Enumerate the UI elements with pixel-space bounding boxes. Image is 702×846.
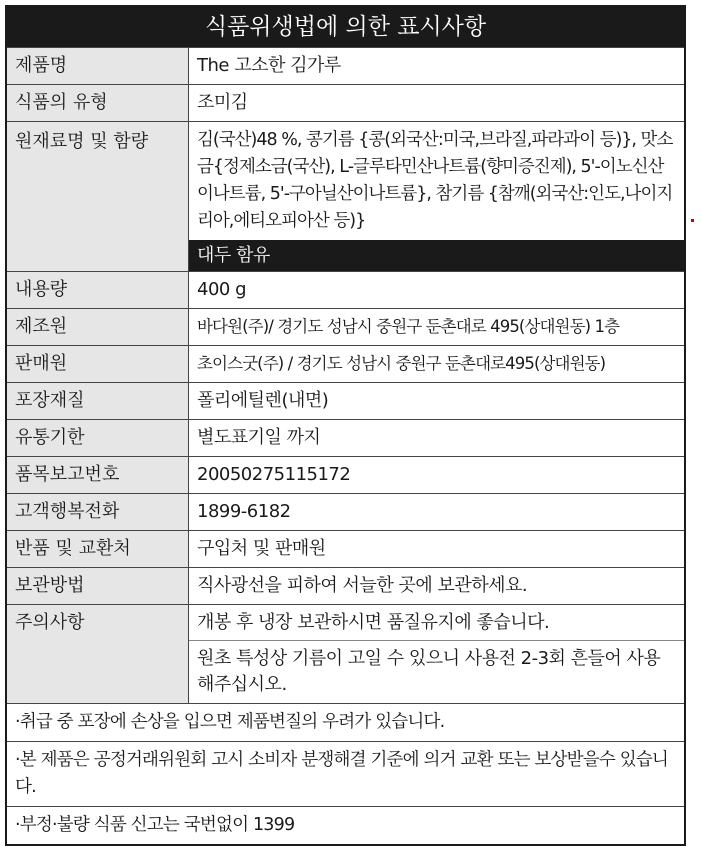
row-seller — [7, 345, 684, 382]
phone-label: 고객행복전화 — [7, 494, 189, 530]
ingredients-value: 김(국산)48 %, 콩기름 {콩(외국산:미국,브라질,파라과이 등)}, 맛소금{정제소금(국산), L-글루타민산나트륨(향미증진제), 5'-이노신산이나트륨, 5'-구아닐산이나트륨}, 참기름 {참깨(외국산:인도,나이지리아,에티오피아산 등)} — [197, 130, 673, 231]
storage-label: 보관방법 — [7, 568, 189, 604]
seller-value: 초이스굿(주) / 경기도 성남시 중원구 둔촌대로495(상대원동) — [197, 354, 606, 373]
row-manufacturer — [7, 308, 684, 345]
phone-value: 1899-6182 — [197, 501, 291, 522]
volume-value: 400 g — [197, 279, 247, 300]
packaging-label: 포장재질 — [7, 383, 189, 419]
row-food-type — [7, 84, 684, 121]
caution-value-2: 원초 특성상 기름이 고일 수 있으니 사용전 2-3회 흔들어 사용해주십시오. — [189, 640, 684, 698]
allergen-notice: 대두 함유 — [189, 240, 684, 271]
food-type-label: 식품의 유형 — [7, 85, 189, 121]
row-caution — [7, 604, 684, 703]
expiry-label: 유통기한 — [7, 420, 189, 456]
ingredients-cell — [189, 122, 684, 271]
row-storage — [7, 567, 684, 604]
product-name-label: 제품명 — [7, 48, 189, 84]
seller-label: 판매원 — [7, 346, 189, 382]
row-packaging — [7, 382, 684, 419]
caution-cell — [189, 605, 684, 703]
row-product-name — [7, 47, 684, 84]
red-dot-mark — [691, 219, 694, 222]
row-ingredients — [7, 121, 684, 271]
return-label: 반품 및 교환처 — [7, 531, 189, 567]
note-report-hotline: ·부정·불량 식품 신고는 국번없이 1399 — [7, 806, 684, 844]
note-handling: ·취급 중 포장에 손상을 입으면 제품변질의 우려가 있습니다. — [7, 703, 684, 741]
expiry-value: 별도표기일 까지 — [197, 427, 321, 448]
row-phone — [7, 493, 684, 530]
volume-label: 내용량 — [7, 272, 189, 308]
caution-value-1: 개봉 후 냉장 보관하시면 품질유지에 좋습니다. — [197, 612, 550, 633]
row-return — [7, 530, 684, 567]
packaging-value: 폴리에틸렌(내면) — [197, 390, 329, 411]
product-name-value: The 고소한 김가루 — [197, 55, 341, 76]
food-type-value: 조미김 — [197, 92, 248, 113]
ingredients-label: 원재료명 및 함량 — [7, 122, 189, 271]
note-compensation: ·본 제품은 공정거래위원회 고시 소비자 분쟁해결 기준에 의거 교환 또는 보상받을수 있습니다. — [7, 741, 684, 806]
row-report-number — [7, 456, 684, 493]
storage-value: 직사광선을 피하여 서늘한 곳에 보관하세요. — [197, 575, 528, 596]
label-title: 식품위생법에 의한 표시사항 — [7, 7, 684, 47]
caution-label: 주의사항 — [7, 605, 189, 703]
manufacturer-value: 바다원(주)/ 경기도 성남시 중원구 둔촌대로 495(상대원동) 1층 — [197, 317, 620, 336]
report-number-value: 20050275115172 — [197, 464, 351, 485]
row-volume — [7, 271, 684, 308]
manufacturer-label: 제조원 — [7, 309, 189, 345]
report-number-label: 품목보고번호 — [7, 457, 189, 493]
return-value: 구입처 및 판매원 — [197, 538, 326, 559]
row-expiry — [7, 419, 684, 456]
food-label — [5, 5, 686, 846]
